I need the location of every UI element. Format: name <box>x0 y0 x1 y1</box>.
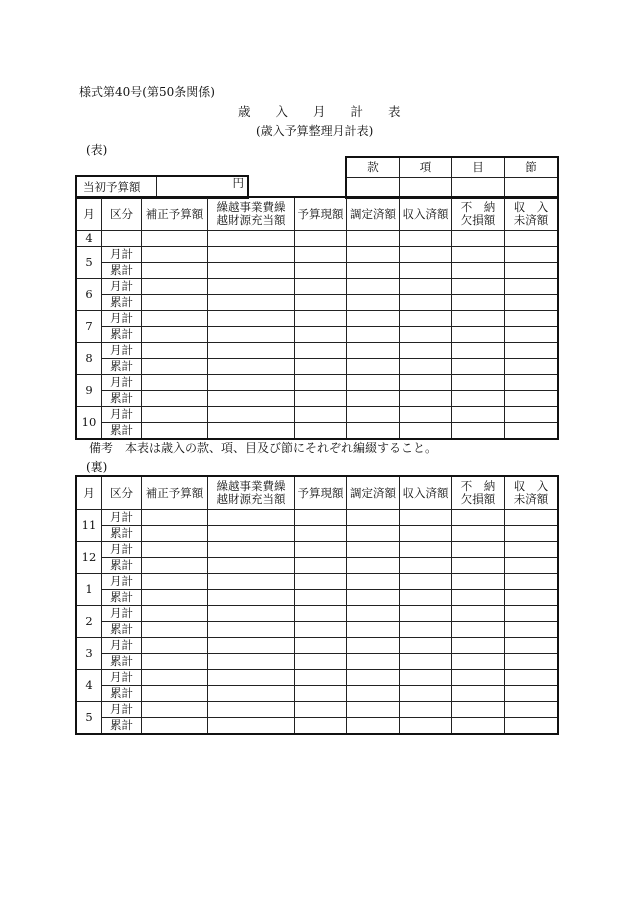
amount-cell[interactable] <box>208 686 295 702</box>
monthly-total-label: 月計 <box>102 279 142 295</box>
cumulative-total-label: 累計 <box>102 718 142 734</box>
amount-cell[interactable] <box>295 327 347 343</box>
month-cell: 2 <box>77 606 102 638</box>
amount-cell[interactable] <box>452 510 505 526</box>
amount-cell[interactable] <box>295 375 347 391</box>
amount-cell[interactable] <box>452 311 505 327</box>
kou-cell[interactable] <box>400 178 452 198</box>
amount-cell[interactable] <box>142 526 208 542</box>
month-row <box>77 311 558 327</box>
amount-cell[interactable] <box>452 327 505 343</box>
amount-cell[interactable] <box>208 327 295 343</box>
amount-cell[interactable] <box>295 231 347 247</box>
amount-cell[interactable] <box>295 510 347 526</box>
amount-cell[interactable] <box>452 718 505 734</box>
amount-cell[interactable] <box>142 670 208 686</box>
amount-cell[interactable] <box>142 686 208 702</box>
amount-cell[interactable] <box>452 295 505 311</box>
amount-cell[interactable] <box>295 311 347 327</box>
amount-cell[interactable] <box>347 359 400 375</box>
month-row <box>77 606 558 622</box>
amount-cell[interactable] <box>347 686 400 702</box>
amount-cell[interactable] <box>452 263 505 279</box>
cumulative-row <box>77 558 558 574</box>
amount-cell[interactable] <box>452 686 505 702</box>
amount-cell[interactable] <box>347 622 400 638</box>
cumulative-total-label: 累計 <box>102 391 142 407</box>
amount-cell[interactable] <box>295 638 347 654</box>
amount-cell[interactable] <box>452 558 505 574</box>
amount-cell[interactable] <box>452 279 505 295</box>
amount-cell[interactable] <box>400 343 452 359</box>
amount-cell[interactable] <box>295 407 347 423</box>
monthly-total-label: 月計 <box>102 670 142 686</box>
amount-cell[interactable] <box>452 231 505 247</box>
amount-cell[interactable] <box>347 702 400 718</box>
amount-cell[interactable] <box>505 574 558 590</box>
amount-cell[interactable] <box>505 375 558 391</box>
amount-cell[interactable] <box>505 327 558 343</box>
amount-cell[interactable] <box>142 263 208 279</box>
amount-cell[interactable] <box>505 654 558 670</box>
amount-cell[interactable] <box>400 295 452 311</box>
amount-cell[interactable] <box>400 638 452 654</box>
amount-cell[interactable] <box>208 670 295 686</box>
month-header: 月 <box>77 198 102 231</box>
amount-cell[interactable] <box>142 718 208 734</box>
amount-cell[interactable] <box>400 670 452 686</box>
amount-cell[interactable] <box>400 231 452 247</box>
amount-cell[interactable] <box>142 279 208 295</box>
amount-cell[interactable] <box>505 686 558 702</box>
cumulative-row <box>77 359 558 375</box>
amount-cell[interactable] <box>347 670 400 686</box>
month-row <box>77 343 558 359</box>
amount-cell[interactable] <box>400 375 452 391</box>
amount-cell[interactable] <box>400 686 452 702</box>
cumulative-total-label: 累計 <box>102 295 142 311</box>
amount-cell[interactable] <box>295 686 347 702</box>
amount-cell[interactable] <box>142 638 208 654</box>
amount-cell[interactable] <box>142 343 208 359</box>
current-budget-header: 予算現額 <box>295 477 347 510</box>
amount-cell[interactable] <box>295 526 347 542</box>
amount-cell[interactable] <box>505 407 558 423</box>
cumulative-row <box>77 327 558 343</box>
page-subtitle: (歳入予算整理月計表) <box>256 124 374 138</box>
month-header: 月 <box>77 477 102 510</box>
amount-cell[interactable] <box>400 391 452 407</box>
monthly-total-label: 月計 <box>102 638 142 654</box>
amount-cell[interactable] <box>452 590 505 606</box>
amount-cell[interactable] <box>295 247 347 263</box>
front-header-row <box>77 198 558 231</box>
received-header: 収入済額 <box>400 198 452 231</box>
month-cell: 4 <box>77 670 102 702</box>
amount-cell[interactable] <box>505 231 558 247</box>
amount-cell[interactable] <box>505 247 558 263</box>
classification-table <box>346 157 558 198</box>
cumulative-total-label: 累計 <box>102 654 142 670</box>
amount-cell[interactable] <box>452 423 505 439</box>
amount-cell[interactable] <box>347 343 400 359</box>
amount-cell[interactable] <box>208 702 295 718</box>
amount-cell[interactable] <box>400 423 452 439</box>
back-side-label: (裏) <box>86 460 108 474</box>
amount-cell[interactable] <box>142 295 208 311</box>
amount-cell[interactable] <box>295 391 347 407</box>
amount-cell[interactable] <box>347 590 400 606</box>
amount-cell[interactable] <box>505 311 558 327</box>
amount-cell[interactable] <box>505 622 558 638</box>
amount-cell[interactable] <box>208 231 295 247</box>
amount-cell[interactable] <box>142 359 208 375</box>
month-cell: 3 <box>77 638 102 670</box>
amount-cell[interactable] <box>347 654 400 670</box>
month-cell: 9 <box>77 375 102 407</box>
amount-cell[interactable] <box>347 311 400 327</box>
amount-cell[interactable] <box>347 247 400 263</box>
month-cell: 12 <box>77 542 102 574</box>
monthly-total-label: 月計 <box>102 702 142 718</box>
amount-cell[interactable] <box>452 359 505 375</box>
amount-cell[interactable] <box>142 375 208 391</box>
assessed-header: 調定済額 <box>347 477 400 510</box>
current-budget-header: 予算現額 <box>295 198 347 231</box>
amount-cell[interactable] <box>347 423 400 439</box>
front-table <box>76 197 558 439</box>
amount-cell[interactable] <box>208 391 295 407</box>
month-row <box>77 574 558 590</box>
amount-cell[interactable] <box>400 574 452 590</box>
month-cell: 5 <box>77 702 102 734</box>
cumulative-total-label: 累計 <box>102 423 142 439</box>
amount-cell[interactable] <box>400 542 452 558</box>
amount-cell[interactable] <box>400 622 452 638</box>
amount-cell[interactable] <box>505 638 558 654</box>
amount-cell[interactable] <box>505 263 558 279</box>
amount-cell[interactable] <box>400 606 452 622</box>
amount-cell[interactable] <box>208 558 295 574</box>
amount-cell[interactable] <box>452 526 505 542</box>
monthly-total-label: 月計 <box>102 247 142 263</box>
amount-cell[interactable] <box>142 702 208 718</box>
amount-cell[interactable] <box>452 638 505 654</box>
supplementary-header: 補正予算額 <box>142 198 208 231</box>
amount-cell[interactable] <box>208 279 295 295</box>
amount-cell[interactable] <box>208 359 295 375</box>
amount-cell[interactable] <box>347 638 400 654</box>
amount-cell[interactable] <box>208 718 295 734</box>
amount-cell[interactable] <box>295 702 347 718</box>
form-number: 様式第40号(第50条関係) <box>79 85 215 99</box>
amount-cell[interactable] <box>347 718 400 734</box>
amount-cell[interactable] <box>505 295 558 311</box>
amount-cell[interactable] <box>142 622 208 638</box>
amount-cell[interactable] <box>142 654 208 670</box>
amount-cell[interactable] <box>295 718 347 734</box>
setsu-cell[interactable] <box>505 178 558 198</box>
amount-cell[interactable] <box>208 654 295 670</box>
cumulative-total-label: 累計 <box>102 359 142 375</box>
amount-cell[interactable] <box>505 510 558 526</box>
monthly-total-label: 月計 <box>102 343 142 359</box>
amount-cell[interactable] <box>505 590 558 606</box>
amount-cell[interactable] <box>400 702 452 718</box>
amount-cell[interactable] <box>295 263 347 279</box>
amount-cell[interactable] <box>208 574 295 590</box>
cumulative-total-label: 累計 <box>102 263 142 279</box>
cumulative-total-label: 累計 <box>102 590 142 606</box>
amount-cell[interactable] <box>142 558 208 574</box>
remark: 備考 本表は歳入の款、項、目及び節にそれぞれ編綴すること。 <box>89 441 438 455</box>
amount-cell[interactable] <box>400 526 452 542</box>
monthly-total-label: 月計 <box>102 606 142 622</box>
amount-cell[interactable] <box>505 423 558 439</box>
initial-budget-table <box>76 176 248 198</box>
month-cell: 8 <box>77 343 102 375</box>
amount-cell[interactable] <box>142 510 208 526</box>
amount-cell[interactable] <box>142 574 208 590</box>
month-row <box>77 279 558 295</box>
cumulative-row <box>77 423 558 439</box>
received-header: 収入済額 <box>400 477 452 510</box>
amount-cell[interactable] <box>505 558 558 574</box>
month-cell: 11 <box>77 510 102 542</box>
amount-cell[interactable] <box>505 359 558 375</box>
monthly-total-label: 月計 <box>102 542 142 558</box>
cumulative-total-label: 累計 <box>102 526 142 542</box>
moku-header: 目 <box>452 158 505 178</box>
amount-cell[interactable] <box>347 574 400 590</box>
amount-cell[interactable] <box>400 279 452 295</box>
deficit-header: 不 納 欠損額 <box>452 198 505 231</box>
month-row <box>77 670 558 686</box>
amount-cell[interactable] <box>400 247 452 263</box>
amount-cell[interactable] <box>347 375 400 391</box>
amount-cell[interactable] <box>505 702 558 718</box>
amount-cell[interactable] <box>208 295 295 311</box>
amount-cell[interactable] <box>142 407 208 423</box>
category-cell <box>102 231 142 247</box>
amount-cell[interactable] <box>347 327 400 343</box>
amount-cell[interactable] <box>400 718 452 734</box>
amount-cell[interactable] <box>208 510 295 526</box>
amount-cell[interactable] <box>208 375 295 391</box>
cumulative-row <box>77 686 558 702</box>
month-row <box>77 407 558 423</box>
carryover-header: 繰越事業費繰 越財源充当額 <box>208 198 295 231</box>
amount-cell[interactable] <box>208 606 295 622</box>
amount-cell[interactable] <box>208 263 295 279</box>
amount-cell[interactable] <box>347 295 400 311</box>
amount-cell[interactable] <box>347 391 400 407</box>
month-row <box>77 375 558 391</box>
carryover-header: 繰越事業費繰 越財源充当額 <box>208 477 295 510</box>
amount-cell[interactable] <box>295 574 347 590</box>
monthly-total-label: 月計 <box>102 407 142 423</box>
assessed-header: 調定済額 <box>347 198 400 231</box>
category-header: 区分 <box>102 477 142 510</box>
front-side-label: (表) <box>86 143 108 157</box>
deficit-header: 不 納 欠損額 <box>452 477 505 510</box>
month-cell: 6 <box>77 279 102 311</box>
initial-budget-value[interactable] <box>157 177 248 198</box>
amount-cell[interactable] <box>295 590 347 606</box>
amount-cell[interactable] <box>295 654 347 670</box>
month-row <box>77 510 558 526</box>
amount-cell[interactable] <box>505 526 558 542</box>
amount-cell[interactable] <box>347 542 400 558</box>
month-row <box>77 542 558 558</box>
amount-cell[interactable] <box>505 718 558 734</box>
amount-cell[interactable] <box>295 542 347 558</box>
amount-cell[interactable] <box>142 311 208 327</box>
amount-cell[interactable] <box>347 279 400 295</box>
page-title: 歳 入 月 計 表 <box>238 104 401 119</box>
amount-cell[interactable] <box>400 327 452 343</box>
amount-cell[interactable] <box>505 279 558 295</box>
amount-cell[interactable] <box>208 423 295 439</box>
unreceived-header: 収 入 未済額 <box>505 198 558 231</box>
month-cell: 1 <box>77 574 102 606</box>
amount-cell[interactable] <box>452 670 505 686</box>
amount-cell[interactable] <box>142 247 208 263</box>
month-cell: 5 <box>77 247 102 279</box>
amount-cell[interactable] <box>452 622 505 638</box>
amount-cell[interactable] <box>452 654 505 670</box>
back-table <box>76 476 558 734</box>
month-row <box>77 247 558 263</box>
amount-cell[interactable] <box>400 407 452 423</box>
amount-cell[interactable] <box>505 343 558 359</box>
amount-cell[interactable] <box>208 407 295 423</box>
amount-cell[interactable] <box>142 423 208 439</box>
amount-cell[interactable] <box>452 574 505 590</box>
amount-cell[interactable] <box>347 526 400 542</box>
amount-cell[interactable] <box>452 343 505 359</box>
amount-cell[interactable] <box>347 231 400 247</box>
amount-cell[interactable] <box>505 606 558 622</box>
kou-header: 項 <box>400 158 452 178</box>
initial-budget-label: 当初予算額 <box>77 177 157 198</box>
back-header-row <box>77 477 558 510</box>
amount-cell[interactable] <box>400 510 452 526</box>
setsu-header: 節 <box>505 158 558 178</box>
amount-cell[interactable] <box>347 263 400 279</box>
amount-cell[interactable] <box>295 622 347 638</box>
amount-cell[interactable] <box>295 279 347 295</box>
moku-cell[interactable] <box>452 178 505 198</box>
amount-cell[interactable] <box>400 359 452 375</box>
kan-header: 款 <box>347 158 400 178</box>
amount-cell[interactable] <box>295 343 347 359</box>
amount-cell[interactable] <box>347 558 400 574</box>
amount-cell[interactable] <box>505 542 558 558</box>
amount-cell[interactable] <box>400 311 452 327</box>
amount-cell[interactable] <box>142 231 208 247</box>
cumulative-total-label: 累計 <box>102 686 142 702</box>
month-row <box>77 638 558 654</box>
amount-cell[interactable] <box>452 247 505 263</box>
monthly-total-label: 月計 <box>102 311 142 327</box>
amount-cell[interactable] <box>452 606 505 622</box>
amount-cell[interactable] <box>400 590 452 606</box>
amount-cell[interactable] <box>142 542 208 558</box>
cumulative-total-label: 累計 <box>102 558 142 574</box>
amount-cell[interactable] <box>452 702 505 718</box>
monthly-total-label: 月計 <box>102 574 142 590</box>
cumulative-total-label: 累計 <box>102 327 142 343</box>
amount-cell[interactable] <box>208 311 295 327</box>
cumulative-row <box>77 654 558 670</box>
amount-cell[interactable] <box>208 590 295 606</box>
month-row <box>77 231 558 247</box>
cumulative-row <box>77 590 558 606</box>
amount-cell[interactable] <box>400 654 452 670</box>
amount-cell[interactable] <box>452 391 505 407</box>
amount-cell[interactable] <box>295 606 347 622</box>
amount-cell[interactable] <box>400 558 452 574</box>
month-cell: 10 <box>77 407 102 439</box>
cumulative-row <box>77 718 558 734</box>
amount-cell[interactable] <box>208 542 295 558</box>
amount-cell[interactable] <box>452 375 505 391</box>
amount-cell[interactable] <box>142 391 208 407</box>
amount-cell[interactable] <box>295 558 347 574</box>
amount-cell[interactable] <box>505 391 558 407</box>
amount-cell[interactable] <box>142 590 208 606</box>
cumulative-total-label: 累計 <box>102 622 142 638</box>
cumulative-row <box>77 391 558 407</box>
amount-cell[interactable] <box>208 622 295 638</box>
amount-cell[interactable] <box>142 606 208 622</box>
month-cell: 7 <box>77 311 102 343</box>
amount-cell[interactable] <box>452 542 505 558</box>
monthly-total-label: 月計 <box>102 510 142 526</box>
cumulative-row <box>77 622 558 638</box>
amount-cell[interactable] <box>295 670 347 686</box>
amount-cell[interactable] <box>208 343 295 359</box>
cumulative-row <box>77 263 558 279</box>
amount-cell[interactable] <box>400 263 452 279</box>
yen-unit: 円 <box>232 176 244 190</box>
amount-cell[interactable] <box>208 247 295 263</box>
kan-cell[interactable] <box>347 178 400 198</box>
amount-cell[interactable] <box>208 526 295 542</box>
amount-cell[interactable] <box>295 295 347 311</box>
unreceived-header: 収 入 未済額 <box>505 477 558 510</box>
amount-cell[interactable] <box>347 606 400 622</box>
amount-cell[interactable] <box>295 359 347 375</box>
amount-cell[interactable] <box>142 327 208 343</box>
monthly-total-label: 月計 <box>102 375 142 391</box>
cumulative-row <box>77 526 558 542</box>
category-header: 区分 <box>102 198 142 231</box>
amount-cell[interactable] <box>208 638 295 654</box>
amount-cell[interactable] <box>347 510 400 526</box>
supplementary-header: 補正予算額 <box>142 477 208 510</box>
month-row <box>77 702 558 718</box>
cumulative-row <box>77 295 558 311</box>
amount-cell[interactable] <box>505 670 558 686</box>
amount-cell[interactable] <box>347 407 400 423</box>
amount-cell[interactable] <box>452 407 505 423</box>
month-cell: 4 <box>77 231 102 247</box>
amount-cell[interactable] <box>295 423 347 439</box>
